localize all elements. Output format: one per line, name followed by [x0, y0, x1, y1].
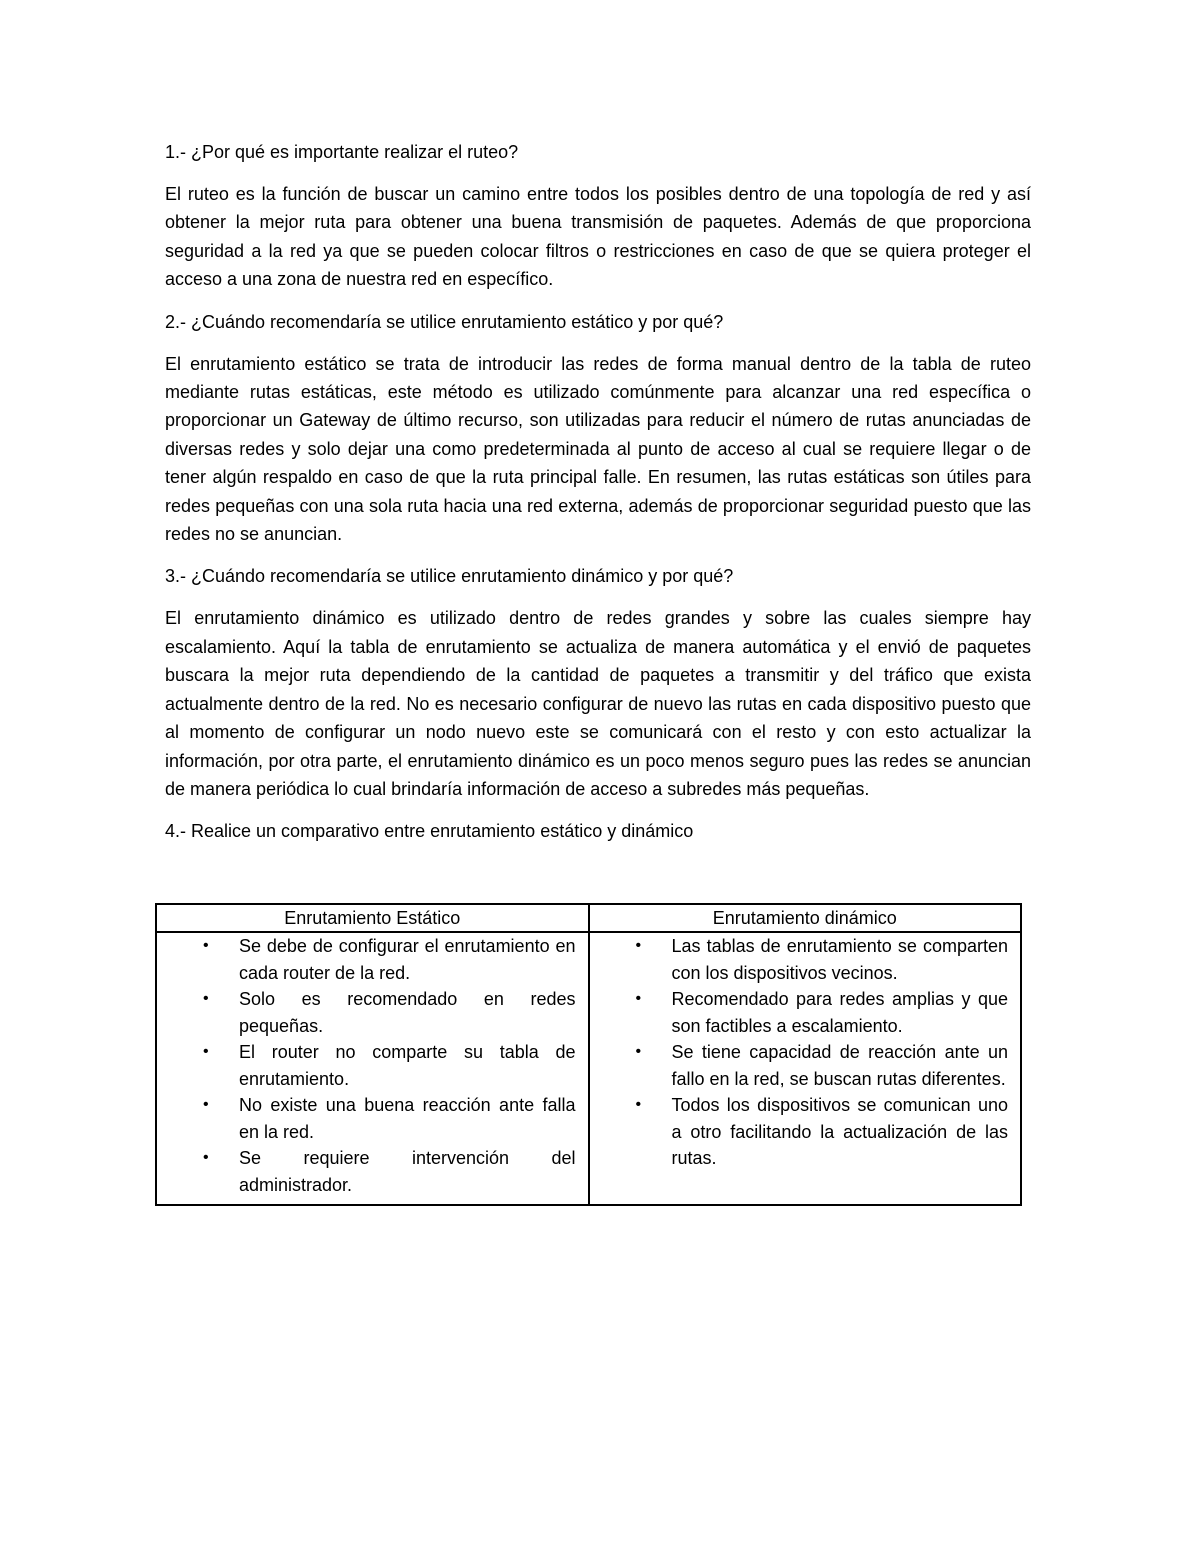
bullet-icon: •: [635, 1043, 642, 1060]
list-item: • Se tiene capacidad de reacción ante un fallo en la red, se buscan rutas diferentes.: [602, 1039, 1009, 1092]
dynamic-cell: [589, 932, 1022, 1205]
document-body: [165, 138, 1031, 859]
question-3: 3.- ¿Cuándo recomendaría se utilice enrutamiento dinámico y por qué?: [165, 566, 734, 587]
table-header-row: [156, 904, 1021, 932]
question-2: 2.- ¿Cuándo recomendaría se utilice enrutamiento estático y por qué?: [165, 311, 724, 332]
bullet-icon: •: [203, 1149, 209, 1166]
list-item: • Recomendado para redes amplias y que son factibles a escalamiento.: [602, 986, 1009, 1039]
bullet-icon: •: [635, 1096, 642, 1113]
bullet-icon: •: [203, 1043, 209, 1060]
bullet-icon: •: [203, 990, 209, 1007]
comparison-table: [155, 903, 1022, 1206]
question-4: 4.- Realice un comparativo entre enrutamiento estático y dinámico: [165, 821, 694, 842]
list-item: • Las tablas de enrutamiento se comparten con los dispositivos vecinos.: [602, 933, 1009, 986]
list-item: • El router no comparte su tabla de enrutamiento.: [169, 1039, 576, 1092]
answer-1: El ruteo es la función de buscar un camino entre todos los posibles dentro de una topología de red y así obtener la mejor ruta para obtener una buena transmisión de paquetes. Además de que proporciona seguridad a la red ya que se pueden colocar filtros o restricciones en caso de que se quiera proteger el acceso a una zona de nuestra red en específico.: [165, 184, 1031, 290]
list-item: • Solo es recomendado en redes pequeñas.: [169, 986, 576, 1039]
list-item: • Se requiere intervención del administrador.: [169, 1145, 576, 1198]
static-list: [169, 933, 576, 1198]
table-row: [156, 932, 1021, 1205]
answer-2: El enrutamiento estático se trata de introducir las redes de forma manual dentro de la tabla de ruteo mediante rutas estáticas, este método es utilizado comúnmente para alcanzar una red específica o proporcionar un Gateway de último recurso, son utilizadas para reducir el número de rutas anunciadas de diversas redes y solo dejar una como predeterminada al punto de acceso al cual se requiere llegar o de tener algún respaldo en caso de que la ruta principal falle. En resumen, las rutas estáticas son útiles para redes pequeñas con una sola ruta hacia una red externa, además de proporcionar seguridad puesto que las redes no se anuncian.: [165, 353, 1031, 545]
bullet-icon: •: [203, 1096, 209, 1113]
question-1: 1.- ¿Por qué es importante realizar el ruteo?: [165, 142, 519, 162]
bullet-icon: •: [635, 990, 642, 1007]
list-item: • Se debe de configurar el enrutamiento en cada router de la red.: [169, 933, 576, 986]
static-cell: [156, 932, 589, 1205]
dynamic-list: [602, 933, 1009, 1172]
header-dynamic: Enrutamiento dinámico: [589, 904, 1022, 932]
answer-3: El enrutamiento dinámico es utilizado dentro de redes grandes y sobre las cuales siempre hay escalamiento. Aquí la tabla de enrutamiento se actualiza de manera automática y el envió de paquetes buscara la mejor ruta dependiendo de la cantidad de paquetes a transmitir y del tráfico que exista actualmente dentro de la red. No es necesario configurar de nuevo las rutas en cada dispositivo puesto que al momento de configurar un nodo nuevo este se comunicará con el resto y con esto actualizar la información, por otra parte, el enrutamiento dinámico es un poco menos seguro pues las redes se anuncian de manera periódica lo cual brindaría información de acceso a subredes más pequeñas.: [165, 608, 1031, 799]
bullet-icon: •: [203, 937, 209, 954]
list-item: • Todos los dispositivos se comunican uno a otro facilitando la actualización de las rutas.: [602, 1092, 1009, 1172]
list-item: • No existe una buena reacción ante falla en la red.: [169, 1092, 576, 1145]
header-static: Enrutamiento Estático: [156, 904, 589, 932]
bullet-icon: •: [635, 937, 642, 954]
